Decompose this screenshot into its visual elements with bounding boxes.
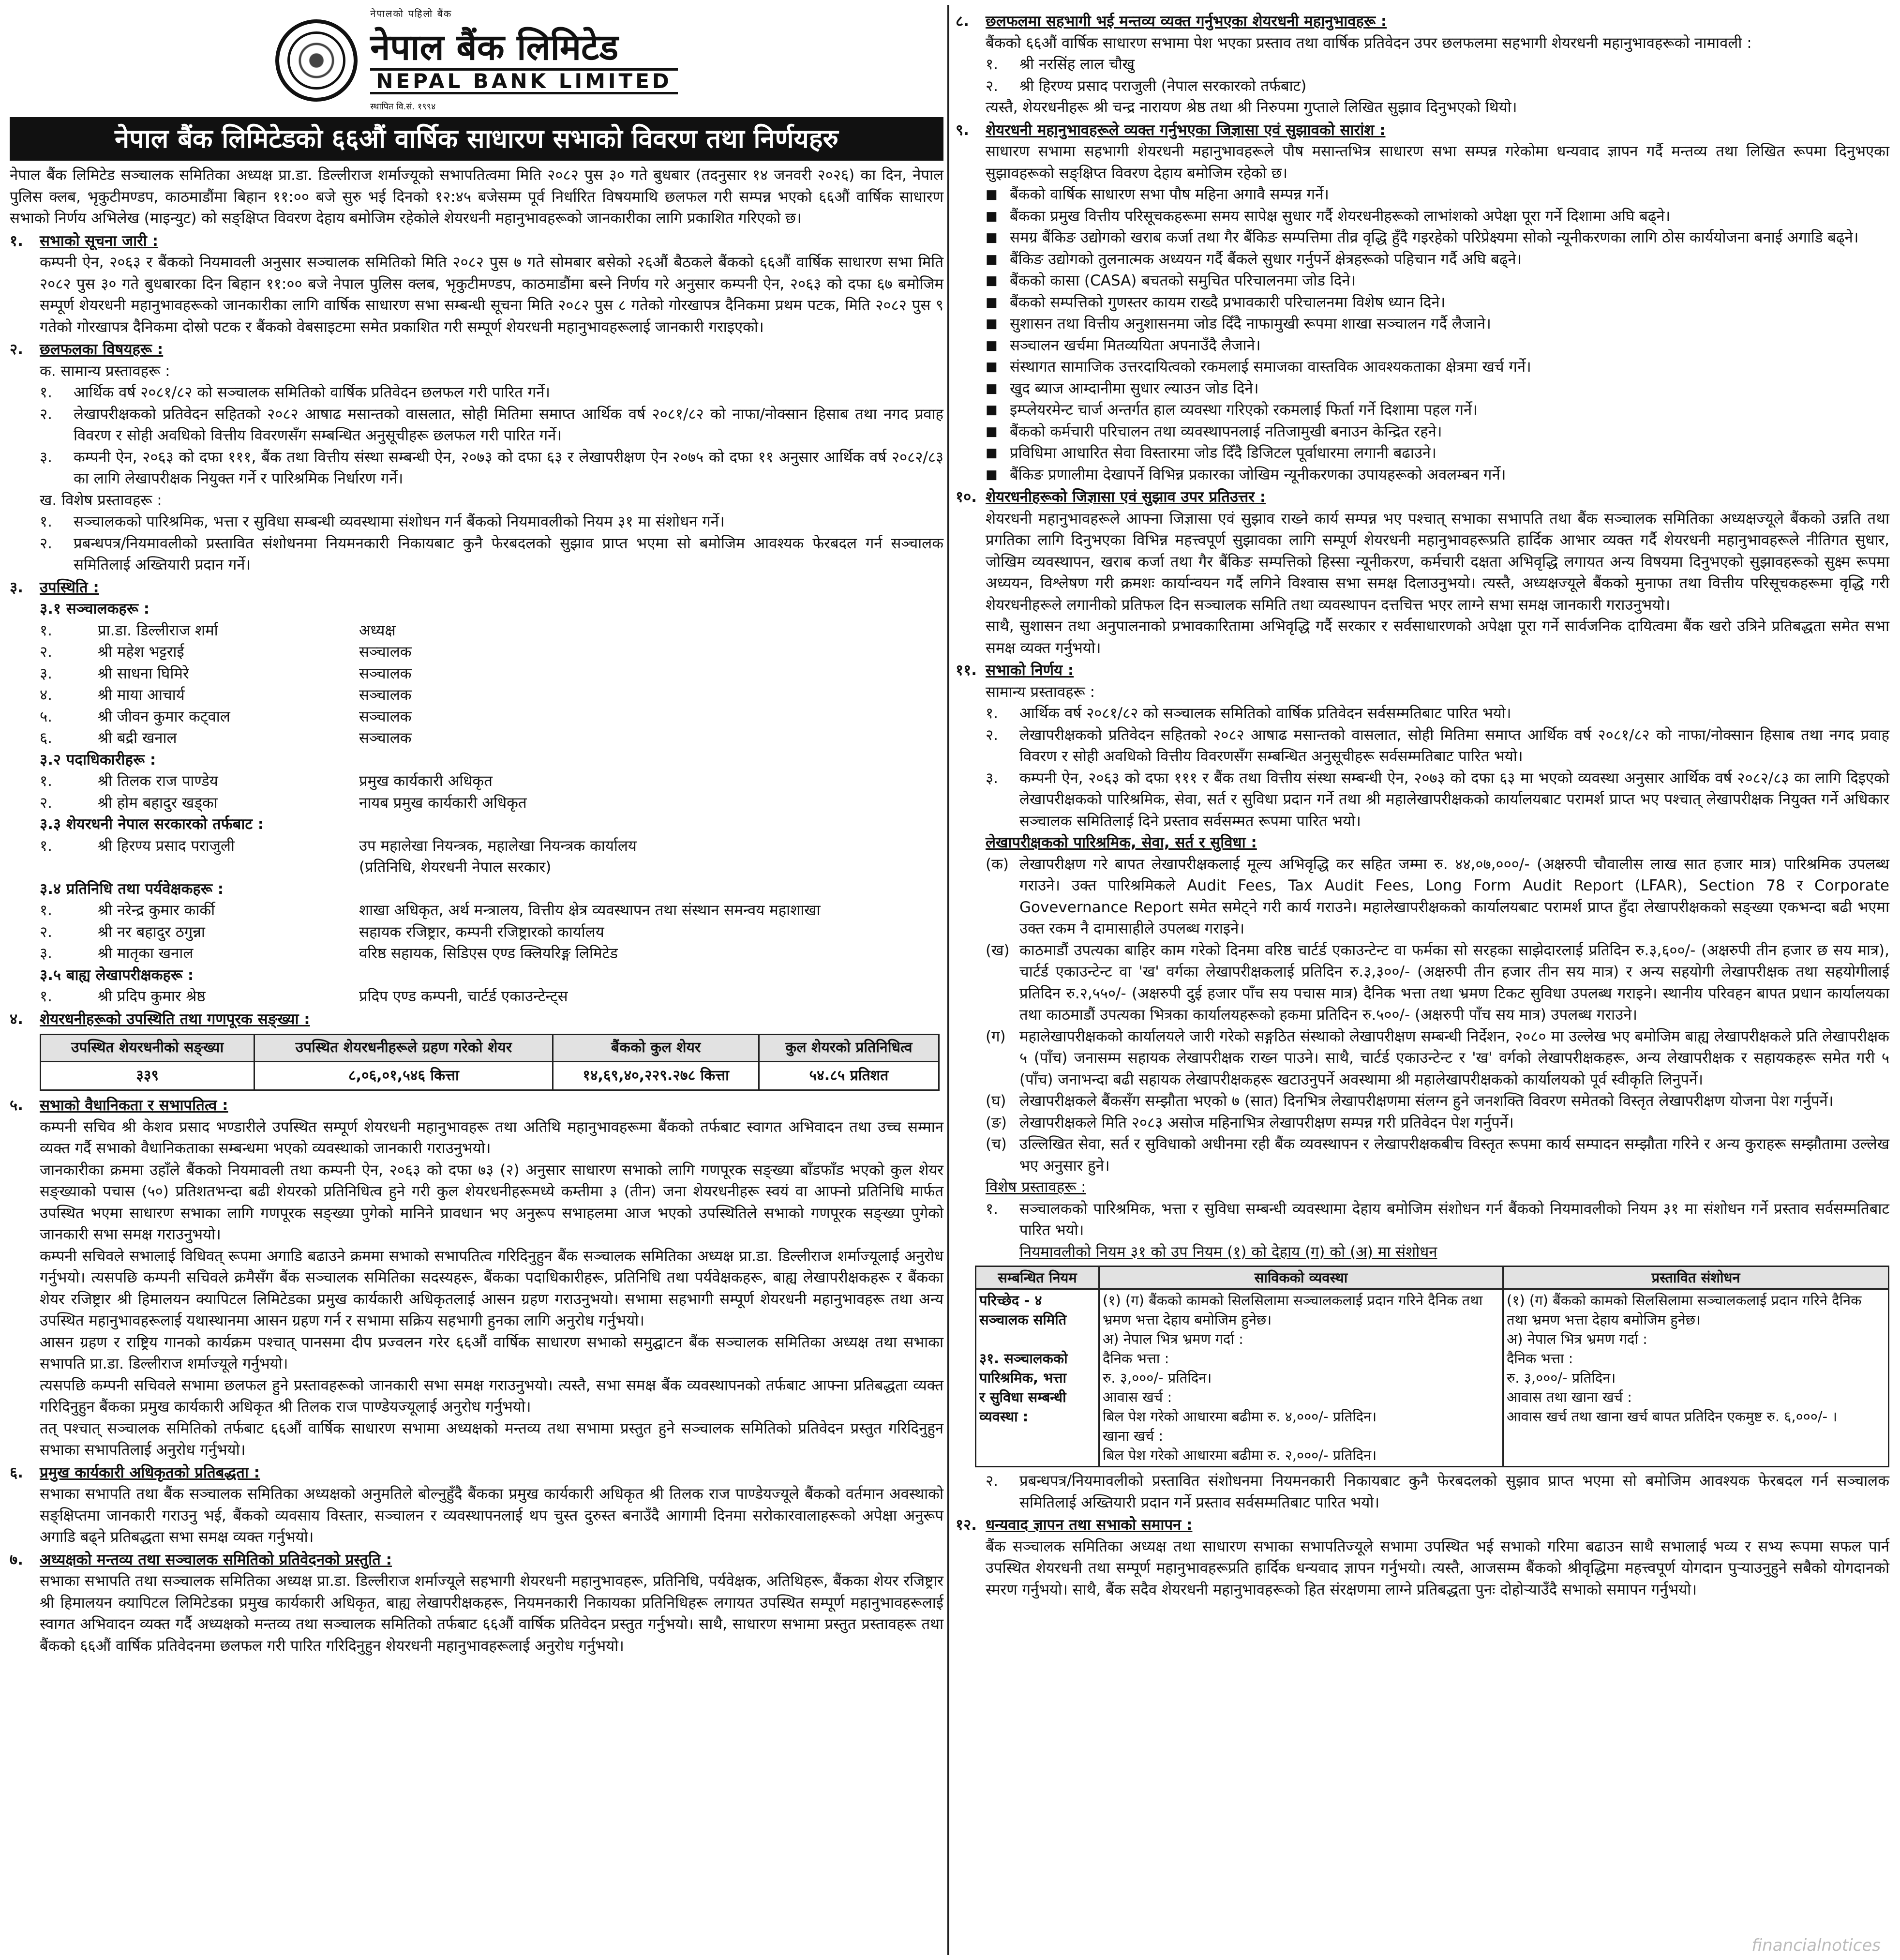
- section-1-body: कम्पनी ऐन, २०६३ र बैंकको नियमावली अनुसार सञ्चालक समितिको मिति २०८२ पुस ७ गते सोमबार बसेको २६औं बैठकले बैंकको ६६औं वार्षिक साधारण सभा मिति २०८२ पुस ३० गते बुधबारका दिन बिहान ११:०० बजे नेपाल पुलिस क्लब, भृकुटीमण्डप, काठमाडौंमा बस्ने निर्णय गरे अनुसार कम्पनी ऐन, २०६३ को दफा ६७ बमोजिम सम्पूर्ण शेयरधनी महानुभावहरूको जानकारीका लागि वार्षिक साधारण सभा सम्बन्धी सूचना मिति २०८२ पुस ८ गतेको गोरखापत्र दैनिकमा प्रथम पटक, मिति २०८२ पुस ९ गतेको गोरखापत्र दैनिकमा दोस्रो पटक र बैंकको वेबसाइटमा समेत प्रकाशित गरी सम्पूर्ण शेयरधनी महानुभावहरूलाई जानकारी गराइएको।: [40, 254, 943, 336]
- section-11-general-list: [956, 703, 1889, 832]
- list-item: [986, 442, 1889, 464]
- person-role: [359, 727, 943, 749]
- list-number: ३.: [40, 448, 52, 466]
- list-item: [40, 511, 943, 533]
- section-10-body: [956, 508, 1889, 659]
- cell-line: अ) नेपाल भित्र भ्रमण गर्दा :: [1507, 1331, 1647, 1347]
- list-text: श्री हिरण्य प्रसाद पराजुली (नेपाल सरकारको तर्फबाट): [1019, 77, 1307, 95]
- bullet-icon: ■: [986, 273, 998, 288]
- cell-line: दैनिक भत्ता :: [1507, 1350, 1573, 1367]
- person-row: [40, 921, 943, 943]
- person-role: [359, 986, 943, 1008]
- list-item: [986, 940, 1889, 1026]
- paragraph: शेयरधनी महानुभावहरूले आफ्ना जिज्ञासा एवं सुझाव राख्ने कार्य सम्पन्न भए पश्चात् सभाका सभापति तथा बैंक सञ्चालक समितिका अध्यक्षज्यूले बैंकको उन्नति तथा प्रगतिका लागि दिनुभएका विभिन्न महत्त्वपूर्ण सुझावका लागि सम्पूर्ण शेयरधनी महानुभावहरूप्रति हार्दिक आभार व्यक्त गर्दै शेयरधनी महानुभावहरूले नीतिगत सुधार, जोखिम व्यवस्थापन, खराब कर्जा तथा गैर बैंकिङ सम्पत्तिको हिस्सा न्यूनीकरण, कर्मचारी दक्षता अभिवृद्धि लगायत अन्य विषयमा दिनुभएको सुझावहरूको सुक्ष्म रूपमा अध्ययन, विश्लेषण गरी क्रमशः कार्यान्वयन गर्दै लगिने विश्वास सभा समक्ष दिलाउनुभयो। त्यस्तै, अध्यक्षज्यूले बैंकको मुनाफा तथा वित्तीय परिसूचकहरूमा वृद्धि गरी शेयरधनीहरूले लगानीको प्रतिफल दिन सञ्चालक समिति तथा व्यवस्थापन दत्तचित्त भएर लाग्ने सभा समक्ष जानकारी गराउनुभयो।: [986, 510, 1889, 614]
- section-9-bullets: [956, 184, 1889, 485]
- list-item: [986, 421, 1889, 443]
- person-row: [40, 835, 943, 878]
- brand-tagline: नेपालको पहिलो बैंक: [370, 8, 452, 20]
- list-item: २. प्रबन्धपत्र/नियमावलीको प्रस्तावित संशोधनमा नियमनकारी निकायबाट कुनै फेरबदलको सुझाव प्राप्त भएमा सो बमोजिम आवश्यक फेरबदल गर्न सञ्चालक समितिलाई अख्तियारी प्रदान गर्ने प्रस्ताव सर्वसम्मतिबाट पारित भयो।: [986, 1472, 1889, 1511]
- amendment-old-cell: [1099, 1289, 1503, 1467]
- person-number: ५.: [40, 708, 52, 725]
- section-2-general-title: क. सामान्य प्रस्तावहरू :: [40, 362, 170, 380]
- person-row: [40, 770, 943, 792]
- amendment-caption: नियमावलीको नियम ३१ को उप नियम (१) को देहाय (ग) को (अ) मा संशोधन: [1019, 1243, 1437, 1261]
- section-8-body: बैंकको ६६औं वार्षिक साधारण सभामा पेश भएका प्रस्ताव तथा वार्षिक प्रतिवेदन उपर छलफलमा सहभागी शेयरधनी महानुभावहरूको नामावली :: [986, 34, 1752, 52]
- list-item: [986, 724, 1889, 768]
- list-item: [986, 464, 1889, 486]
- auditors-list: [10, 986, 943, 1008]
- section-11-general-title: सामान्य प्रस्तावहरू :: [986, 683, 1095, 701]
- list-item: [986, 1090, 1889, 1112]
- person-number: २.: [40, 794, 52, 812]
- list-text: कम्पनी ऐन, २०६३ को दफा १११, बैंक तथा वित्तीय संस्था सम्बन्धी ऐन, २०७३ को दफा ६३ र लेखापरीक्षण ऐन २०७५ को दफा ११ अनुसार आर्थिक वर्ष २०८२/८३ का लागि लेखापरीक्षक नियुक्त गर्ने र पारिश्रमिक निर्धारण गर्ने।: [74, 448, 943, 487]
- person-name: श्री तिलक राज पाण्डेय: [98, 772, 218, 790]
- bullet-icon: ■: [986, 467, 998, 482]
- brand-name-english: NEPAL BANK LIMITED: [370, 68, 678, 95]
- attendance-table: [40, 1034, 940, 1091]
- section-4-heading: ४. शेयरधनीहरूको उपस्थिति तथा गणपूरक सङ्ख्या :: [10, 1010, 310, 1028]
- column-divider: [947, 5, 949, 1955]
- person-name: श्री माया आचार्य: [98, 686, 185, 704]
- list-number: (ङ): [986, 1114, 1007, 1131]
- table-row: [41, 1061, 939, 1090]
- section-12-heading: १२. धन्यवाद ज्ञापन तथा सभाको समापन :: [956, 1516, 1193, 1534]
- person-role: [359, 706, 943, 728]
- officers-title: ३.२ पदाधिकारीहरू :: [40, 751, 156, 769]
- list-number: (ख): [986, 941, 1010, 959]
- bullet-icon: ■: [986, 424, 998, 439]
- person-row: [40, 706, 943, 728]
- person-role-text: सञ्चालक: [359, 664, 412, 682]
- paragraph: आसन ग्रहण र राष्ट्रिय गानको कार्यक्रम पश्चात् पानसमा दीप प्रज्वलन गरेर ६६औं वार्षिक साधारण सभाको समुद्घाटन बैंक सञ्चालक समितिका अध्यक्ष तथा सभाका सभापति प्रा.डा. डिल्लीराज शर्माज्यूले गर्नुभयो।: [40, 1333, 943, 1372]
- list-number: १.: [40, 384, 52, 401]
- person-name: श्री महेश भट्टराई: [98, 643, 184, 661]
- person-name: श्री हिरण्य प्रसाद पराजुली: [98, 837, 235, 855]
- cell-line: दैनिक भत्ता :: [1103, 1350, 1169, 1367]
- officers-list: [10, 770, 943, 814]
- person-number: १.: [40, 772, 52, 790]
- page-title: नेपाल बैंक लिमिटेडको ६६औं वार्षिक साधारण सभाको विवरण तथा निर्णयहरु: [10, 117, 943, 161]
- person-number: १.: [40, 837, 52, 855]
- amendment-table: [975, 1266, 1889, 1467]
- list-number: (ग): [986, 1027, 1006, 1045]
- list-item: [986, 768, 1889, 832]
- section-3-heading: ३. उपस्थिति :: [10, 578, 99, 596]
- list-text: प्रबन्धपत्र/नियमावलीको प्रस्तावित संशोधनमा नियमनकारी निकायबाट कुनै फेरबदलको सुझाव प्राप्त भएमा सो बमोजिम आवश्यक फेरबदल गर्न सञ्चालक समितिलाई अख्तियारी प्रदान गर्ने।: [74, 534, 943, 573]
- bullet-icon: ■: [986, 381, 998, 396]
- person-role: [359, 835, 943, 878]
- person-role-text: प्रमुख कार्यकारी अधिकृत: [359, 772, 493, 790]
- bullet-icon: ■: [986, 209, 998, 224]
- attendance-cell: ८,०६,०१,५४६ कित्ता: [254, 1061, 553, 1090]
- person-number: ३.: [40, 945, 52, 962]
- list-number: २.: [986, 77, 998, 95]
- list-text: लेखापरीक्षकको प्रतिवेदन सहितको २०८२ आषाढ मसान्तको वासलात, सोही मितिमा समाप्त आर्थिक वर्ष २०८१/८२ को नाफा/नोक्सान हिसाब तथा नगद प्रवाह विवरण र सोही अवधिको वित्तीय विवरणसँग सम्बन्धित अनुसूचीहरू छलफल गरी पारित गर्ने।: [74, 405, 943, 444]
- person-role: [359, 943, 943, 965]
- list-item: [986, 356, 1889, 378]
- amendment-header: सम्बन्धित नियम: [976, 1266, 1099, 1289]
- paragraph: कम्पनी सचिवले सभालाई विधिवत् रूपमा अगाडि बढाउने क्रममा सभाको सभापतित्व गरिदिनुहुन बैंक सञ्चालक समितिका अध्यक्ष प्रा.डा. डिल्लीराज शर्माज्यूलाई अनुरोध गर्नुभयो। त्यसपछि कम्पनी सचिवले क्रमैसँग बैंक सञ्चालक समितिका सदस्यहरू, बैंकका पदाधिकारीहरू, प्रतिनिधि तथा पर्यवेक्षकहरू, बाह्य लेखापरीक्षकहरू र बैंकका शेयर रजिष्ट्रार श्री हिमालयन क्यापिटल लिमिटेडका प्रमुख कार्यकारी अधिकृतलाई आसन ग्रहण गराउनुभयो। सभामा सहभागी सम्पूर्ण शेयरधनी महानुभावहरू तथा अन्य उपस्थित महानुभावहरूलाई यथास्थानमा आसन ग्रहण गर्न र सभामा सक्रिय सहभागी हुनका लागि अनुरोध गर्नुभयो।: [40, 1247, 943, 1329]
- list-text: श्री नरसिंह लाल चौखु: [1019, 56, 1135, 73]
- list-item: [986, 703, 1889, 724]
- list-text: लेखापरीक्षकको प्रतिवेदन सहितको २०८२ आषाढ मसान्तको वासलात, सोही मितिमा समाप्त आर्थिक वर्ष २०८१/८२ को नाफा/नोक्सान हिसाब तथा नगद प्रवाह विवरण र सोही अवधिको वित्तीय विवरणसँग सम्बन्धित अनुसूचीहरू सर्वसम्मतिबाट पारित भयो।: [1019, 726, 1889, 765]
- person-row: [40, 641, 943, 663]
- person-role-text: वरिष्ठ सहायक, सिडिएस एण्ड क्लियरिङ्ग लिमिटेड: [359, 945, 618, 962]
- govt-list: [10, 835, 943, 878]
- section-11-heading: ११. सभाको निर्णय :: [956, 662, 1074, 679]
- paragraph: साथै, सुशासन तथा अनुपालनाको प्रभावकारितामा अभिवृद्धि गर्दै सरकार र सर्वसाधारणको अपेक्षा पूरा गर्ने सार्वजनिक दायित्वमा बैंक खरो उत्रिने प्रतिबद्धता समेत सभा समक्ष व्यक्त गर्नुभयो।: [986, 618, 1889, 657]
- attendance-header: बैंकको कुल शेयर: [553, 1035, 759, 1062]
- cell-line: अ) नेपाल भित्र भ्रमण गर्दा :: [1103, 1331, 1243, 1347]
- amendment-header: साविकको व्यवस्था: [1099, 1266, 1503, 1289]
- cell-line: बिल पेश गरेको आधारमा बढीमा रु. ४,०००/- प्रतिदिन।: [1103, 1408, 1377, 1425]
- person-name: श्री साधना घिमिरे: [98, 664, 189, 682]
- section-2-heading: २. छलफलका विषयहरू :: [10, 341, 164, 358]
- table-row: [976, 1289, 1889, 1467]
- section-8-heading: ८. छलफलमा सहभागी भई मन्तव्य व्यक्त गर्नुभएका शेयरधनी महानुभावहरू :: [956, 13, 1387, 30]
- list-number: २.: [40, 405, 52, 423]
- amendment-header: प्रस्तावित संशोधन: [1503, 1266, 1889, 1289]
- govt-title: ३.३ शेयरधनी नेपाल सरकारको तर्फबाट :: [40, 815, 264, 833]
- bullet-text: बैंकको कासा (CASA) बचतको समुचित परिचालनमा जोड दिने।: [1010, 272, 1356, 289]
- person-role-text: सञ्चालक: [359, 729, 412, 747]
- list-text: काठमाडौं उपत्यका बाहिर काम गरेको दिनमा वरिष्ठ चार्टर्ड एकाउन्टेन्ट वा फर्मका सो सरहका साझेदारलाई प्रतिदिन रु.३,६००/- (अक्षरुपी तीन हजार छ सय मात्र), चार्टर्ड एकाउन्टेन्ट वा 'ख' वर्गका लेखापरीक्षकलाई प्रतिदिन रु.३,३००/- (अक्षरुपी तीन हजार तीन सय मात्र) र अन्य सहयोगी लेखापरीक्षक तथा सहयोगीलाई प्रतिदिन रु.२,५५०/- (अक्षरुपी दुई हजार पाँच सय पचास मात्र) दैनिक भत्ता तथा भ्रमण टिकट सुविधा उपलब्ध गराइने। स्थानीय परिवहन बापत प्रधान कार्यालयका तथा काठमाडौं उपत्यका भित्रका कार्यालयहरूको हकमा प्रतिदिन रु.५००/- (अक्षरुपी पाँच सय मात्र) उपलब्ध गराउने।: [1019, 941, 1889, 1024]
- list-item: [986, 335, 1889, 357]
- cell-line: आवास तथा खाना खर्च :: [1507, 1389, 1632, 1405]
- bullet-text: सञ्चालन खर्चमा मितव्ययिता अपनाउँदै लैजाने।: [1010, 336, 1261, 354]
- brand-wordmark: [370, 3, 678, 118]
- bullet-icon: ■: [986, 338, 998, 353]
- paragraph: त्यसपछि कम्पनी सचिवले सभामा छलफल हुने प्रस्तावहरूको जानकारी सभा समक्ष गराउनुभयो। त्यस्तै, सभा समक्ष बैंक व्यवस्थापनको तर्फबाट आफ्ना प्रतिबद्धता व्यक्त गरिदिनुहुन बैंकका प्रमुख कार्यकारी अधिकृत श्री तिलक राज पाण्डेयज्यूलाई अनुरोध गर्नुभयो।: [40, 1376, 943, 1416]
- person-number: १.: [40, 621, 52, 639]
- bullet-text: सुशासन तथा वित्तीय अनुशासनमा जोड दिँदै नाफामुखी रूपमा शाखा सञ्चालन गर्दै लैजाने।: [1010, 315, 1491, 332]
- person-name: प्रा.डा. डिल्लीराज शर्मा: [98, 621, 218, 639]
- person-row: [40, 727, 943, 749]
- amendment-new-cell: [1503, 1289, 1889, 1467]
- cell-line: आवास खर्च :: [1103, 1389, 1172, 1405]
- list-item: [40, 404, 943, 447]
- list-text: उल्लिखित सेवा, सर्त र सुविधाको अधीनमा रही बैंक व्यवस्थापन र लेखापरीक्षकबीच विस्तृत रूपमा कार्य सम्पादन सम्झौता गरिने र अन्य कुराहरू सम्झौतामा उल्लेख भए अनुसार हुने।: [1019, 1135, 1889, 1175]
- list-text: कम्पनी ऐन, २०६३ को दफा १११ र बैंक तथा वित्तीय संस्था सम्बन्धी ऐन, २०७३ को दफा ६३ मा भएको व्यवस्था अनुसार आर्थिक वर्ष २०८२/८३ का लागि दिइएको लेखापरीक्षकको पारिश्रमिक, सेवा, सर्त र सुविधा प्रदान गर्ने तथा श्री महालेखापरीक्षकको कार्यालयबाट परामर्श प्राप्त भए पश्चात् लेखापरीक्षक नियुक्त गर्ने अधिकार सञ्चालक समितिलाई दिने प्रस्ताव सर्वसम्मत रूपमा पारित भयो।: [1019, 769, 1889, 830]
- person-role-text: सञ्चालक: [359, 643, 412, 661]
- list-number: (घ): [986, 1092, 1006, 1110]
- bullet-text: बैंकको सम्पत्तिको गुणस्तर कायम राख्दै प्रभावकारी परिचालनमा विशेष ध्यान दिने।: [1010, 293, 1446, 311]
- intro-paragraph: नेपाल बैंक लिमिटेड सञ्चालक समितिका अध्यक्ष प्रा.डा. डिल्लीराज शर्माज्यूको सभापतित्वमा मिति २०८२ पुस ३० गते बुधबार (तदनुसार १४ जनवरी २०२६) का दिन, नेपाल पुलिस क्लब, भृकुटीमण्डप, काठमाडौंमा बिहान ११:०० बजे सुरु भई दिनको १२:४५ बजेसम्म पूर्व निर्धारित विषयमाथि छलफल गरी सम्पन्न भएको ६६औं वार्षिक साधारण सभाको निर्णय अभिलेख (माइन्युट) को सङ्क्षिप्त विवरण देहाय बमोजिम रहेकोले शेयरधनी महानुभावहरूको जानकारीका लागि प्रकाशित गरिएको छ।: [10, 166, 943, 227]
- list-item: १. सञ्चालकको पारिश्रमिक, भत्ता र सुविधा सम्बन्धी व्यवस्थामा देहाय बमोजिम संशोधन गर्न बैंकको नियमावलीको नियम ३१ मा संशोधन गर्ने प्रस्ताव सर्वसम्मतिबाट पारित भयो।: [986, 1200, 1889, 1239]
- person-number: २.: [40, 643, 52, 661]
- section-8-list: [956, 54, 1889, 97]
- person-role: [359, 921, 943, 943]
- person-row: [40, 900, 943, 921]
- list-number: ३.: [986, 769, 998, 787]
- person-number: १.: [40, 902, 52, 919]
- section-2-general-list: [10, 382, 943, 490]
- cell-line: रु. ३,०००/- प्रतिदिन।: [1103, 1370, 1212, 1386]
- person-row: [40, 943, 943, 965]
- section-9-body: साधारण सभामा सहभागी शेयरधनी महानुभावहरूले पौष मसान्तभित्र साधारण सभा सम्पन्न गरेकोमा धन्यवाद ज्ञापन गर्दै मन्तव्य तथा लिखित रूपमा दिनुभएका सुझावहरूको सङ्क्षिप्त विवरण देहाय बमोजिम रहेको छ।: [986, 143, 1889, 182]
- bullet-icon: ■: [986, 295, 998, 310]
- directors-list: [10, 620, 943, 749]
- list-number: २.: [40, 534, 52, 552]
- list-number: १.: [986, 56, 998, 73]
- list-text: महालेखापरीक्षकको कार्यालयले जारी गरेको सङ्गठित संस्थाको लेखापरीक्षण सम्बन्धी निर्देशन, २०८० मा उल्लेख भए बमोजिम बाह्य लेखापरीक्षकले प्रति लेखापरीक्षक ५ (पाँच) जनासम्म सहायक लेखापरीक्षक राख्न पाउने। साथै, चार्टर्ड एकाउन्टेन्ट र 'ख' वर्गको लेखापरीक्षकहरू, अन्य लेखापरीक्षक र सहायकहरू समेत गरी ५ (पाँच) जनाभन्दा बढी सहायक लेखापरीक्षकहरू खटाउनुपर्ने अवस्थामा श्री महालेखापरीक्षकको कार्यालयको पूर्व स्वीकृति लिनुपर्ने।: [1019, 1027, 1889, 1088]
- list-number: १.: [40, 513, 52, 530]
- list-number: १.: [986, 705, 998, 722]
- list-item: [986, 292, 1889, 314]
- list-number: (क): [986, 855, 1009, 873]
- bullet-text: बैंकिङ प्रणालीमा देखापर्ने विभिन्न प्रकारका जोखिम न्यूनीकरणका उपायहरूको अवलम्बन गर्ने।: [1010, 466, 1506, 483]
- section-10-heading: १०. शेयरधनीहरूको जिज्ञासा एवं सुझाव उपर प्रतिउत्तर :: [956, 488, 1266, 506]
- bullet-text: संस्थागत सामाजिक उत्तरदायित्वको रकमलाई समाजका वास्तविक आवश्यकताका क्षेत्रमा खर्च गर्ने।: [1010, 358, 1531, 376]
- list-item: [986, 54, 1889, 75]
- person-row: [40, 986, 943, 1008]
- auditor-fee-title: लेखापरीक्षकको पारिश्रमिक, सेवा, सर्त र सुविधा :: [986, 834, 1257, 851]
- cell-line: ३१. सञ्चालकको: [979, 1350, 1068, 1367]
- left-column: [10, 10, 943, 1657]
- bullet-icon: ■: [986, 252, 998, 267]
- list-item: [986, 1026, 1889, 1091]
- attendance-header: उपस्थित शेयरधनीहरूले ग्रहण गरेको शेयर: [254, 1035, 553, 1062]
- list-text: आर्थिक वर्ष २०८१/८२ को सञ्चालक समितिको वार्षिक प्रतिवेदन सर्वसम्मतिबाट पारित भयो।: [1019, 705, 1511, 722]
- attendance-header: कुल शेयरको प्रतिनिधित्व: [759, 1035, 939, 1062]
- list-text: लेखापरीक्षकले मिति २०८३ असोज महिनाभित्र लेखापरीक्षण सम्पन्न गरी प्रतिवेदन पेश गर्नुपर्ने।: [1019, 1114, 1514, 1131]
- cell-line: बिल पेश गरेको आधारमा बढीमा रु. २,०००/- प्रतिदिन।: [1103, 1447, 1377, 1463]
- list-item: [986, 313, 1889, 335]
- attendance-cell: १४,६९,४०,२२९.२७८ कित्ता: [553, 1061, 759, 1090]
- list-item: [40, 382, 943, 404]
- bullet-text: प्रविधिमा आधारित सेवा विस्तारमा जोड दिँदै डिजिटल पूर्वाधारमा लगानी बढाउने।: [1010, 444, 1436, 462]
- section-7-heading: ७. अध्यक्षको मन्तव्य तथा सञ्चालक समितिको प्रतिवेदनको प्रस्तुति :: [10, 1551, 392, 1568]
- list-item: [986, 206, 1889, 227]
- section-8-closing: त्यस्तै, शेयरधनीहरू श्री चन्द्र नारायण श्रेष्ठ तथा श्री निरुपमा गुप्ताले लिखित सुझाव दिनुभएको थियो।: [986, 99, 1517, 116]
- bullet-text: बैंकिङ उद्योगको तुलनात्मक अध्ययन गर्दै बैंकले सुधार गर्नुपर्ने क्षेत्रहरूको पहिचान गर्दै अघि बढ्ने।: [1010, 250, 1522, 268]
- person-number: ४.: [40, 686, 52, 704]
- amendment-rule-cell: [976, 1289, 1099, 1467]
- person-role: [359, 663, 943, 685]
- list-item: [986, 378, 1889, 400]
- watermark: financialnotices: [1751, 1936, 1881, 1955]
- person-role-text: शाखा अधिकृत, अर्थ मन्त्रालय, वित्तीय क्षेत्र व्यवस्थापन तथा संस्थान समन्वय महाशाखा: [359, 902, 821, 919]
- brand-name-nepali: नेपाल बैंक लिमिटेड: [370, 26, 618, 68]
- brand-established: स्थापित वि.सं. १९९४: [370, 102, 436, 112]
- masthead: [10, 10, 943, 111]
- person-name: श्री होम बहादुर खड्का: [98, 794, 218, 812]
- section-1-heading: १. सभाको सूचना जारी :: [10, 232, 159, 250]
- bullet-icon: ■: [986, 403, 998, 417]
- paragraph: तत् पश्चात् सञ्चालक समितिको तर्फबाट ६६औं वार्षिक साधारण सभामा अध्यक्षको मन्तव्य तथा सभामा प्रस्तुत हुने सञ्चालक समितिको प्रतिवेदन प्रस्तुत गरिदिनुहुन सभाका सभापतिलाई अनुरोध गर्नुभयो।: [40, 1419, 943, 1459]
- list-text: लेखापरीक्षकले बैंकसँग सम्झौता भएको ७ (सात) दिनभित्र लेखापरीक्षणमा संलग्न हुने जनशक्ति विवरण समेतको विस्तृत लेखापरीक्षण योजना पेश गर्नुपर्ने।: [1019, 1092, 1834, 1110]
- section-5-heading: ५. सभाको वैधानिकता र सभापतित्व :: [10, 1097, 228, 1114]
- section-2-special-title: ख. विशेष प्रस्तावहरू :: [40, 491, 162, 509]
- list-item: [986, 270, 1889, 292]
- paragraph: कम्पनी सचिव श्री केशव प्रसाद भण्डारीले उपस्थित सम्पूर्ण शेयरधनी महानुभावहरू तथा अतिथि महानुभावहरूमा बैंकको तर्फबाट स्वागत अभिवादन तथा उच्च सम्मान व्यक्त गर्दै सभाको वैधानिकताका सम्बन्धमा भएको व्यवस्थाको जानकारी गराउनुभयो।: [40, 1118, 943, 1157]
- cell-line: (१) (ग) बैंकको कामको सिलसिलामा सञ्चालकलाई प्रदान गरिने दैनिक तथा भ्रमण भत्ता देहाय बमोजिम हुनेछ।: [1103, 1292, 1483, 1328]
- attendance-cell: ५४.८५ प्रतिशत: [759, 1061, 939, 1090]
- bullet-text: बैंकका प्रमुख वित्तीय परिसूचकहरूमा समय सापेक्ष सुधार गर्दै शेयरधनीहरूको लाभांशको अपेक्षा पूरा गर्ने दिशामा अघि बढ्ने।: [1010, 207, 1671, 225]
- section-5-body: [10, 1116, 943, 1461]
- person-name: श्री प्रदिप कुमार श्रेष्ठ: [98, 988, 206, 1005]
- list-item: [986, 75, 1889, 97]
- bullet-icon: ■: [986, 187, 998, 202]
- bullet-text: इम्प्लेयरमेन्ट चार्ज अन्तर्गत हाल व्यवस्था गरिएको रकमलाई फिर्ता गर्ने दिशामा पहल गर्ने।: [1010, 401, 1478, 419]
- list-item: [986, 249, 1889, 271]
- person-role-text: सञ्चालक: [359, 708, 412, 725]
- observers-title: ३.४ प्रतिनिधि तथा पर्यवेक्षकहरू :: [40, 880, 224, 898]
- bullet-icon: ■: [986, 446, 998, 460]
- section-7-body: सभाका सभापति तथा सञ्चालक समितिका अध्यक्ष प्रा.डा. डिल्लीराज शर्माज्यूले सहभागी शेयरधनी महानुभावहरू, प्रतिनिधि, पर्यवेक्षक, अतिथिहरू, बैंकका शेयर रजिष्ट्रार श्री हिमालयन क्यापिटल लिमिटेडका प्रमुख कार्यकारी अधिकृत, बाह्य लेखापरीक्षकहरू, नियमनकारी निकायका प्रतिनिधिहरू लगायत उपस्थित सम्पूर्ण महानुभावहरूलाई स्वागत अभिवादन व्यक्त गर्दै अध्यक्षको मन्तव्य तथा सञ्चालक समितिको तर्फबाट ६६औं वार्षिक प्रतिवेदन प्रस्तुत गर्नुभयो। साथै, साधारण सभामा प्रस्तुत प्रस्तावहरू तथा बैंकको ६६औं वार्षिक प्रतिवेदनमा छलफल गरी पारित गरिदिनुहुन शेयरधनी महानुभावहरूलाई अनुरोध गर्नुभयो।: [40, 1572, 943, 1655]
- bullet-icon: ■: [986, 360, 998, 374]
- list-item: [40, 447, 943, 490]
- section-6-body: सभाका सभापति तथा बैंक सञ्चालक समितिका अध्यक्षको अनुमतिले बोल्नुहुँदै बैंकका प्रमुख कार्यकारी अधिकृत श्री तिलक राज पाण्डेयज्यूले बैंकको वर्तमान अवस्थाको सङ्क्षिप्तमा जानकारी गराउनु भई, बैंकको व्यवसाय विस्तार, सञ्चालन र व्यवस्थापनलाई थप चुस्त दुरुस्त बनाउँदै आगामी दिनमा सरोकारवालाहरूको अपेक्षा अनुरूप अगाडि बढ्ने प्रतिबद्धता सभा समक्ष व्यक्त गर्नुभयो।: [40, 1485, 943, 1546]
- person-name: श्री बद्री खनाल: [98, 729, 177, 747]
- person-role-text: उप महालेखा नियन्त्रक, महालेखा नियन्त्रक कार्यालय: [359, 837, 637, 855]
- person-role: [359, 792, 943, 814]
- person-name: श्री नर बहादुर ठगुन्ना: [98, 923, 205, 941]
- list-item: [986, 399, 1889, 421]
- cell-line: रु. ३,०००/- प्रतिदिन।: [1507, 1370, 1616, 1386]
- person-role-note: (प्रतिनिधि, शेयरधनी नेपाल सरकार): [359, 859, 552, 876]
- person-row: [40, 792, 943, 814]
- list-text: सञ्चालकको पारिश्रमिक, भत्ता र सुविधा सम्बन्धी व्यवस्थामा संशोधन गर्न बैंकको नियमावलीको नियम ३१ मा संशोधन गर्ने।: [74, 513, 725, 530]
- person-role: [359, 620, 943, 642]
- list-item: [40, 533, 943, 576]
- cell-line: [979, 1329, 1095, 1349]
- right-column: [956, 10, 1889, 1600]
- bullet-icon: ■: [986, 230, 998, 245]
- person-name: श्री जीवन कुमार कट्वाल: [98, 708, 230, 725]
- person-role-text: प्रदिप एण्ड कम्पनी, चार्टर्ड एकाउन्टेन्ट्स: [359, 988, 568, 1005]
- bank-seal-icon: [275, 19, 358, 102]
- person-name: श्री नरेन्द्र कुमार कार्की: [98, 902, 215, 919]
- section-9-heading: ९. शेयरधनी महानुभावहरूले व्यक्त गर्नुभएका जिज्ञासा एवं सुझावको सारांश :: [956, 121, 1386, 139]
- list-item: [986, 184, 1889, 206]
- cell-line: (१) (ग) बैंकको कामको सिलसिलामा सञ्चालकलाई प्रदान गरिने दैनिक तथा भ्रमण भत्ता देहाय बमोजिम हुनेछ।: [1507, 1292, 1862, 1328]
- person-number: ३.: [40, 664, 52, 682]
- person-number: ६.: [40, 729, 52, 747]
- person-role: [359, 684, 943, 706]
- bullet-text: बैंकको कर्मचारी परिचालन तथा व्यवस्थापनलाई नतिजामुखी बनाउन केन्द्रित रहने।: [1010, 422, 1442, 440]
- person-name: श्री मातृका खनाल: [98, 945, 194, 962]
- person-role: [359, 770, 943, 792]
- person-role-text: सहायक रजिष्ट्रार, कम्पनी रजिष्ट्रारको कार्यालय: [359, 923, 604, 941]
- section-2-special-list: [10, 511, 943, 576]
- list-text: लेखापरीक्षण गरे बापत लेखापरीक्षकलाई मूल्य अभिवृद्धि कर सहित जम्मा रु. ४४,०७,०००/- (अक्षरुपी चौवालीस लाख सात हजार मात्र) पारिश्रमिक उपलब्ध गराउने। उक्त पारिश्रमिकले Audit Fees, Tax Audit Fees, Long Form Audit Report (LFAR), Section 78 र Corporate Govevernance Report समेत समेट्ने गरी कार्य गराउने। महालेखापरीक्षकको कार्यालयबाट परामर्श प्राप्त हुँदा लेखापरीक्षकको सङ्ख्या एकभन्दा बढी भएमा उक्त रकम नै दामासाहीले उपलब्ध गराइने।: [1019, 855, 1889, 937]
- section-11-special-title: विशेष प्रस्तावहरू :: [986, 1178, 1086, 1196]
- cell-line: खाना खर्च :: [1103, 1428, 1164, 1444]
- bullet-text: बैंकको वार्षिक साधारण सभा पौष महिना अगावै सम्पन्न गर्ने।: [1010, 186, 1329, 203]
- person-role: [359, 900, 943, 921]
- list-item: [986, 854, 1889, 940]
- list-text: आर्थिक वर्ष २०८१/८२ को सञ्चालक समितिको वार्षिक प्रतिवेदन छलफल गरी पारित गर्ने।: [74, 384, 551, 401]
- attendance-cell: ३३९: [41, 1061, 254, 1090]
- list-item: [986, 227, 1889, 249]
- cell-line: पारिश्रमिक, भत्ता: [979, 1370, 1067, 1386]
- section-6-heading: ६. प्रमुख कार्यकारी अधिकृतको प्रतिबद्धता :: [10, 1463, 260, 1481]
- person-role-text: अध्यक्ष: [359, 621, 396, 639]
- cell-line: र सुविधा सम्बन्धी: [979, 1389, 1066, 1405]
- cell-line: सञ्चालक समिति: [979, 1312, 1067, 1328]
- person-row: [40, 684, 943, 706]
- person-role-text: नायब प्रमुख कार्यकारी अधिकृत: [359, 794, 527, 812]
- list-number: २.: [986, 726, 998, 744]
- bullet-icon: ■: [986, 317, 998, 331]
- person-role: [359, 641, 943, 663]
- attendance-header: उपस्थित शेयरधनीको सङ्ख्या: [41, 1035, 254, 1062]
- observers-list: [10, 900, 943, 965]
- section-12-body: बैंक सञ्चालक समितिका अध्यक्ष तथा साधारण सभाका सभापतिज्यूले सभामा उपस्थित भई सभाको गरिमा बढाउन साथै सभालाई भव्य र सभ्य रूपमा सफल पार्न उपस्थित शेयरधनी तथा सम्पूर्ण महानुभावहरूप्रति हार्दिक धन्यवाद ज्ञापन गर्नुभयो। त्यस्तै, आजसम्म बैंकको श्रीवृद्धिमा महत्त्वपूर्ण योगदान पुऱ्याउनुहुने सबैको योगदानको स्मरण गर्नुभयो। साथै, बैंक सदैव शेयरधनी महानुभावहरूको हित संरक्षणमा लाग्ने प्रतिबद्धता पुनः दोहोऱ्याउँदै सभाको समापन गर्नुभयो।: [986, 1538, 1889, 1598]
- paragraph: जानकारीका क्रममा उहाँले बैंकको नियमावली तथा कम्पनी ऐन, २०६३ को दफा ७३ (२) अनुसार साधारण सभाको लागि गणपूरक सङ्ख्या बाँडफाँड भएको कुल शेयर सङ्ख्याको पचास (५०) प्रतिशतभन्दा बढी शेयरको प्रतिनिधित्व हुने गरी कुल शेयरधनीहरूमध्ये कम्तीमा ३ (तीन) जना शेयरधनीहरू स्वयं वा आफ्नो प्रतिनिधि मार्फत उपस्थित भएमा साधारण सभाका लागि गणपूरक सङ्ख्या पुगेको मानिने प्रावधान भए अनुरूप सभाहलमा आज भएको उपस्थितिले सभाको गणपूरक सङ्ख्या पुगेको जानकारी सभा समक्ष गराउनुभयो।: [40, 1161, 943, 1243]
- cell-line: परिच्छेद - ४: [979, 1292, 1042, 1309]
- person-number: १.: [40, 988, 52, 1005]
- auditor-fee-list: [956, 854, 1889, 1177]
- person-row: [40, 663, 943, 685]
- person-role-text: सञ्चालक: [359, 686, 412, 704]
- list-item: [986, 1133, 1889, 1176]
- bullet-text: खुद ब्याज आम्दानीमा सुधार ल्याउन जोड दिने।: [1010, 379, 1259, 397]
- list-item: [986, 1112, 1889, 1134]
- auditors-title: ३.५ बाह्य लेखापरीक्षकहरू :: [40, 966, 194, 984]
- cell-line: आवास खर्च तथा खाना खर्च बापत प्रतिदिन एकमुष्ट रु. ६,०००/- ।: [1507, 1408, 1838, 1425]
- person-row: [40, 620, 943, 642]
- bullet-text: समग्र बैंकिङ उद्योगको खराब कर्जा तथा गैर बैंकिङ सम्पत्तिमा तीव्र वृद्धि हुँदै गइरहेको परिप्रेक्ष्यमा सोको न्यूनीकरणका लागि ठोस कार्ययोजना बनाई अगाडि बढ्ने।: [1010, 229, 1859, 246]
- list-number: (च): [986, 1135, 1007, 1153]
- directors-title: ३.१ सञ्चालकहरू :: [40, 600, 150, 618]
- person-number: २.: [40, 923, 52, 941]
- cell-line: व्यवस्था :: [979, 1408, 1029, 1425]
